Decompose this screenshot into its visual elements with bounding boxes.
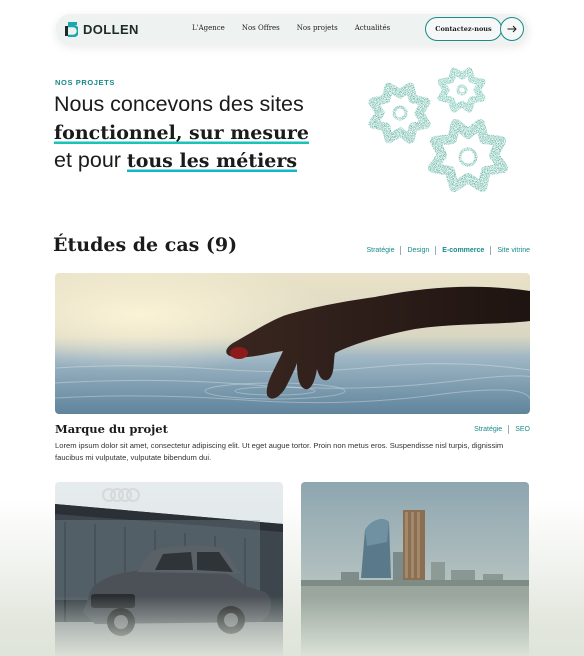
car-dealership-photo — [55, 482, 283, 656]
filter-design[interactable]: Design — [407, 247, 430, 254]
featured-project-image[interactable] — [55, 273, 530, 414]
project-tags — [474, 425, 530, 434]
project-card-image-city[interactable] — [301, 482, 529, 656]
arrow-button[interactable] — [500, 17, 524, 41]
logo-text: DOLLEN — [83, 21, 139, 37]
filter-ecommerce[interactable]: E-commerce — [442, 247, 485, 254]
filter-site-vitrine[interactable]: Site vitrine — [497, 247, 530, 254]
nav-link-agence[interactable]: L'Agence — [192, 24, 225, 32]
nav-link-offres[interactable]: Nos Offres — [241, 24, 280, 32]
project-tag-seo[interactable]: SEO — [515, 426, 530, 433]
top-navbar — [56, 14, 528, 44]
nav-link-actualites[interactable]: Actualités — [354, 24, 391, 32]
project-title[interactable]: Marque du projet — [55, 422, 168, 436]
case-studies-filters — [366, 246, 530, 255]
filter-strategie[interactable]: Stratégie — [366, 247, 395, 254]
contact-button[interactable]: Contactez-nous — [425, 17, 502, 41]
case-studies-title: Études de cas (9) — [53, 234, 238, 256]
hero-heading — [54, 91, 374, 176]
project-description: Lorem ipsum dolor sit amet, consectetur adipiscing elit. Ut eget augue tortor. Proin non metus eros. Suspendisse nisl turpis, dignissim faucibus mi vulputate, vulputate bibendum dui. — [55, 441, 504, 462]
hero-line-2-highlight: fonctionnel, sur mesure — [54, 121, 309, 144]
filter-divider — [490, 246, 491, 255]
gear-illustration — [358, 62, 524, 222]
filter-divider — [435, 246, 436, 255]
project-card-image-car[interactable] — [55, 482, 283, 656]
nav-link-projets[interactable]: Nos projets — [296, 24, 338, 32]
hero-line-3-highlight: tous les métiers — [126, 150, 298, 172]
city-skyline-photo — [301, 482, 529, 656]
logo-mark-icon — [64, 21, 78, 37]
project-tag-strategie[interactable]: Stratégie — [474, 426, 503, 433]
tag-divider — [508, 425, 509, 434]
hero-line-3-prefix: et pour — [54, 148, 121, 172]
hero-eyebrow: NOS PROJETS — [55, 78, 115, 87]
nav-links — [192, 24, 390, 32]
hand-water-photo — [55, 273, 530, 414]
filter-divider — [400, 246, 401, 255]
logo[interactable] — [64, 21, 139, 37]
hero-line-1: Nous concevons des sites — [54, 92, 304, 116]
arrow-right-icon — [507, 25, 517, 33]
